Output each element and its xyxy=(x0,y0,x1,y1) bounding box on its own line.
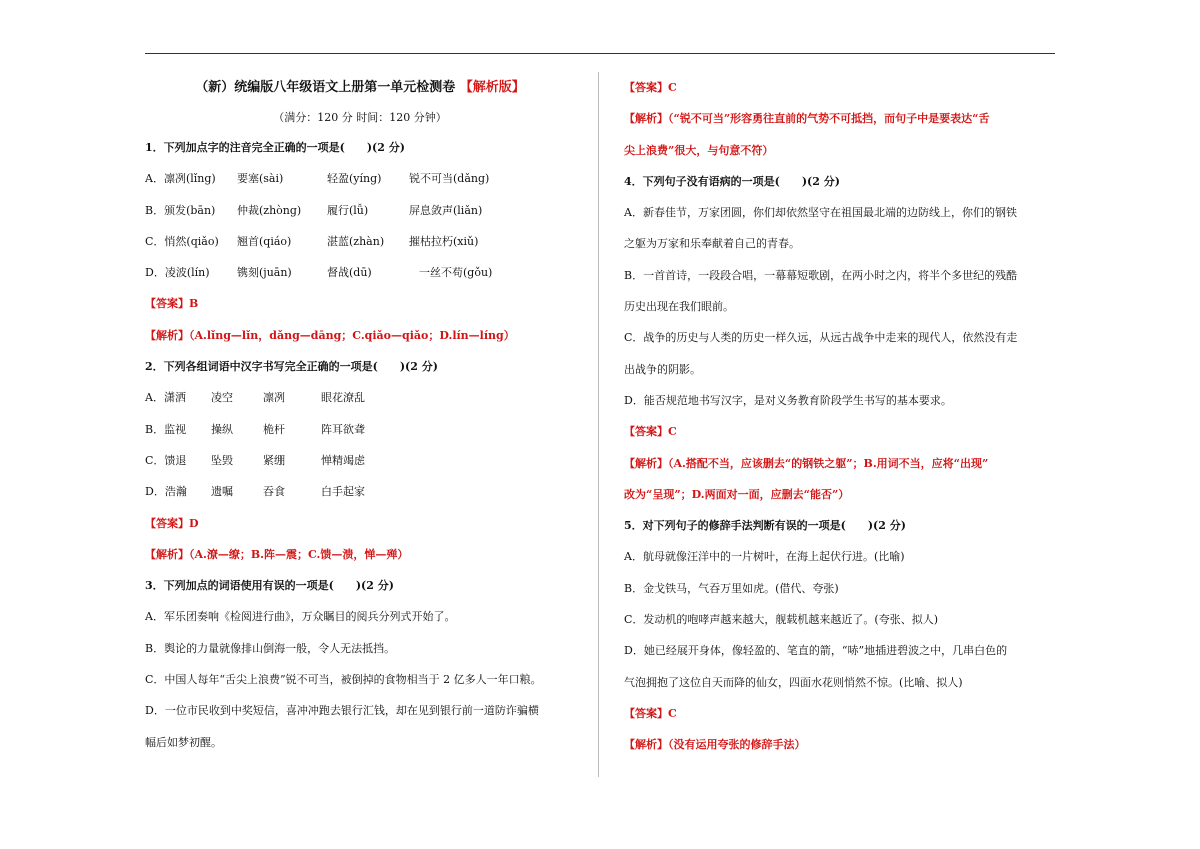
question-3-option-b: B．舆论的力量就像排山倒海一般，令人无法抵挡。 xyxy=(145,641,396,655)
question-5-line: 气泡拥抱了这位自天而降的仙女，四面水花则悄然不惊。(比喻、拟人) xyxy=(624,675,963,689)
question-1-option-c: C．悄然(qiǎo) 翘首(qiáo) 湛蓝(zhàn) 摧枯拉朽(xiǔ) xyxy=(145,234,479,248)
question-5-line: C．发动机的咆哮声越来越大，舰载机越来越近了。(夸张、拟人) xyxy=(624,613,938,627)
question-5-answer: 【答案】C xyxy=(624,706,677,720)
question-4-line: 之躯为万家和乐奉献着自己的青春。 xyxy=(624,237,800,251)
question-2-option-d: D．浩瀚 遗嘱 吞食 白手起家 xyxy=(145,485,365,499)
question-1-option-d: D．凌波(lín) 镌刻(juān) 督战(dū) 一丝不苟(gǒu) xyxy=(145,266,493,280)
column-divider xyxy=(598,72,599,777)
question-2-option-a: A．潇洒 凌空 凛冽 眼花潦乱 xyxy=(145,391,365,405)
left-column xyxy=(145,72,575,758)
question-4-line: C．战争的历史与人类的历史一样久远，从远古战争中走来的现代人，依然没有走 xyxy=(624,331,1018,345)
question-1-stem: 1．下列加点字的注音完全正确的一项是( )(2 分) xyxy=(145,141,405,154)
question-3-analysis-line-1: 【解析】（“锐不可当”形容勇往直前的气势不可抵挡，而句子中是要表达“舌 xyxy=(624,112,990,126)
page-title xyxy=(145,72,575,104)
exam-meta: （满分：120 分 时间：120 分钟） xyxy=(273,111,447,124)
question-5-line: A．航母就像汪洋中的一片树叶，在海上起伏行进。(比喻) xyxy=(624,550,905,564)
question-4-answer: 【答案】C xyxy=(624,425,677,439)
question-2-option-c: C．馈退 坠毁 紧绷 惮精竭虑 xyxy=(145,453,365,467)
question-3-option-d-cont: 幅后如梦初醒。 xyxy=(145,735,222,749)
question-1-answer: 【答案】B xyxy=(145,297,199,311)
question-2-option-b: B．监视 操纵 桅杆 阵耳欲聋 xyxy=(145,422,365,436)
question-4-line: 出战争的阴影。 xyxy=(624,362,701,376)
question-5-line: D．她已经展开身体，像轻盈的、笔直的箭，“哧”地插进碧波之中，几串白色的 xyxy=(624,644,1008,658)
question-2-answer: 【答案】D xyxy=(145,516,199,530)
title-tag: 【解析版】 xyxy=(459,80,525,95)
question-2-analysis: 【解析】（A.潦—缭；B.阵—震；C.馈—溃，惮—殚） xyxy=(145,547,409,561)
question-1-analysis: 【解析】（A.lǐng—lǐn，dǎng—dāng；C.qiǎo—qiǎo；D.lín—líng） xyxy=(145,328,515,342)
question-3-option-d: D．一位市民收到中奖短信，喜冲冲跑去银行汇钱，却在见到银行前一道防诈骗横 xyxy=(145,704,539,718)
question-3-analysis-line-2: 尖上浪费”很大，与句意不符） xyxy=(624,143,774,157)
question-4-analysis-line-2: 改为“呈现”；D.两面对一面，应删去“能否”） xyxy=(624,487,850,501)
question-4-line: B．一首首诗，一段段合唱，一幕幕短歌剧，在两小时之内，将半个多世纪的残酷 xyxy=(624,268,1018,282)
question-3-answer: 【答案】C xyxy=(624,81,677,94)
question-5-stem: 5．对下列句子的修辞手法判断有误的一项是( )(2 分) xyxy=(624,519,906,533)
question-5-line: B．金戈铁马，气吞万里如虎。(借代、夸张) xyxy=(624,581,839,595)
question-4-line: A．新春佳节，万家团圆，你们却依然坚守在祖国最北端的边防线上，你们的钢铁 xyxy=(624,206,1017,220)
question-1-option-b: B．颁发(bān) 仲裁(zhòng) 履行(lǚ) 屏息敛声(liǎn) xyxy=(145,203,483,217)
question-4-line: 历史出现在我们眼前。 xyxy=(624,300,734,314)
question-4-stem: 4．下列句子没有语病的一项是( )(2 分) xyxy=(624,174,840,188)
question-4-line: D．能否规范地书写汉字，是对义务教育阶段学生书写的基本要求。 xyxy=(624,393,952,407)
title-main: （新）统编版八年级语文上册第一单元检测卷 xyxy=(195,80,456,95)
question-1-option-a: A．凛冽(lǐng) 要塞(sài) 轻盈(yíng) 锐不可当(dǎng) xyxy=(145,172,490,186)
right-column xyxy=(624,72,1056,761)
question-2-stem: 2．下列各组词语中汉字书写完全正确的一项是( )(2 分) xyxy=(145,360,438,374)
question-3-option-a: A．军乐团奏响《检阅进行曲》，万众瞩目的阅兵分列式开始了。 xyxy=(145,610,456,624)
question-3-stem: 3．下列加点的词语使用有误的一项是( )(2 分) xyxy=(145,579,394,593)
question-4-analysis-line-1: 【解析】（A.搭配不当，应该删去“的钢铁之躯”；B.用词不当，应将“出现” xyxy=(624,456,989,470)
top-rule xyxy=(145,53,1055,54)
question-5-analysis: 【解析】（没有运用夸张的修辞手法） xyxy=(624,738,806,752)
question-3-option-c: C．中国人每年“舌尖上浪费”锐不可当，被倒掉的食物相当于 2 亿多人一年口粮。 xyxy=(145,673,542,687)
